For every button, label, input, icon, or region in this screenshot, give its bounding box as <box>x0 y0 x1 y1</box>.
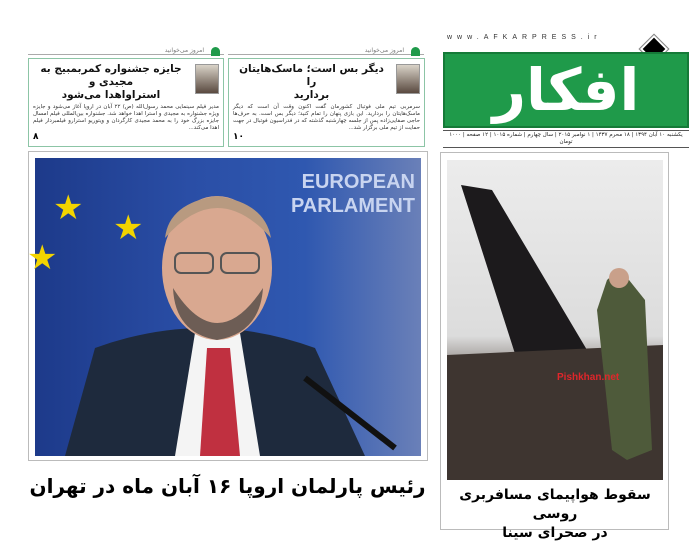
teaser-football[interactable] <box>228 58 425 147</box>
teaser-body: سرمربی تیم ملی فوتبال کشورمان گفت اکنون وقت آن است که دیگر ماسک‌هایتان را بردارید. این بازی پنهان را تمام کنید؛ دیگر بس است. به حرف‌ها حاجی صفایی‌زاده پس از جلسه چهارشنبه گذشته که در فدراسیون فوتبال در جهت حمایت از تیم ملی برگزار شد... <box>233 104 420 131</box>
teaser-headline: دیگر بس است؛ ماسک‌هایتان را بردارید <box>239 63 384 101</box>
logo-text: افکار <box>492 56 640 124</box>
photo-backdrop-text: EUROPEAN PARLAMENT <box>290 171 415 217</box>
teaser-page-number: ۱۰ <box>233 132 244 142</box>
teaser-marker-icon <box>411 47 420 56</box>
teaser-cinema[interactable] <box>28 58 224 147</box>
teaser-marker-icon <box>211 47 220 56</box>
teaser-thumbnail <box>396 64 420 94</box>
teaser-thumbnail <box>195 64 219 94</box>
teaser-label: امروز می‌خوانید <box>28 47 224 55</box>
eu-star-icon: ★ <box>113 208 144 248</box>
dateline: یکشنبه ۱۰ آبان ۱۳۹۴ | ۱۸ محرم ۱۴۳۷ | ۱ نوامبر ۲۰۱۵ | سال چهارم | شماره ۱۰۱۵ | ۱۲ صفحه | ۱۰۰۰ تومان <box>443 130 689 148</box>
eu-star-icon: ★ <box>27 238 58 278</box>
website-url: www.AFKARPRESS.ir <box>447 34 602 41</box>
side-photo[interactable] <box>447 160 663 480</box>
masthead-logo <box>443 52 689 128</box>
plane-wreck-figure <box>447 160 663 480</box>
teaser-body: مدیر فیلم سینمایی محمد رسول‌الله (ص) ۲۲ آبان در اروپا آغاز می‌شود و جایزه ویژه جشنواره به مجیدی و استرا اهدا خواهد شد. جشنواره بین‌المللی فیلم امسال جایزه بزرگ خود را به محمد مجیدی کارگردان و ویتوریو استرارو فیلمبردار فیلم اهدا می‌کند... <box>33 104 219 131</box>
main-headline[interactable]: رئیس پارلمان اروپا ۱۶ آبان ماه در تهران <box>29 474 426 498</box>
teaser-headline: جایزه جشنواره کمربمبیج به مجیدی و استرا‌واهدا می‌شود <box>40 63 182 101</box>
watermark: Pishkhan.net <box>557 372 620 383</box>
side-headline[interactable]: سقوط هواپیمای مسافربری روسی در صحرای سینا <box>459 487 651 541</box>
eu-star-icon: ★ <box>53 188 84 228</box>
teaser-label: امروز می‌خوانید <box>228 47 424 55</box>
teaser-page-number: ۸ <box>33 132 39 142</box>
main-photo[interactable] <box>27 158 421 456</box>
